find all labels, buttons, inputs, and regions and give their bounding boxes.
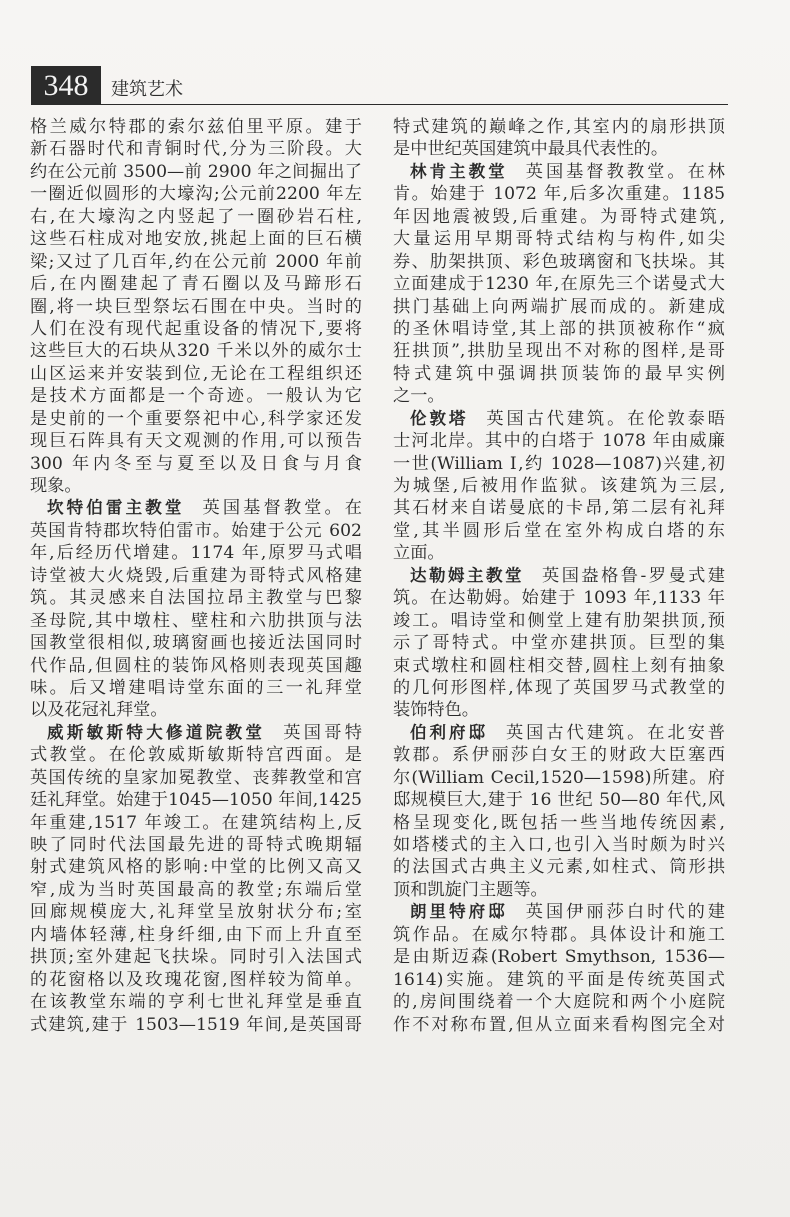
text-line bbox=[393, 206, 725, 228]
entry-heading-line bbox=[393, 565, 725, 587]
text-line bbox=[393, 1014, 725, 1036]
line-text: 士河北岸。其中的白塔于 1078 年由威廉 bbox=[393, 431, 725, 452]
text-line bbox=[30, 340, 362, 362]
line-text: 1614)实施。建筑的平面是传统英国式 bbox=[393, 969, 725, 990]
line-text: 顶和凯旋门主题等。 bbox=[393, 879, 548, 900]
line-text: 在该教堂东端的亨利七世礼拜堂是垂直 bbox=[30, 992, 362, 1013]
line-text: 以及花冠礼拜堂。 bbox=[30, 700, 168, 721]
line-text: 现象。 bbox=[30, 476, 82, 496]
text-line bbox=[393, 879, 725, 901]
text-line bbox=[393, 475, 725, 497]
running-title: 建筑艺术 bbox=[111, 79, 183, 100]
text-line bbox=[393, 587, 725, 609]
line-text: 代作品,但圆柱的装饰风格则表现英国趣 bbox=[30, 655, 362, 676]
text-line bbox=[30, 834, 362, 856]
page-header bbox=[31, 66, 728, 105]
text-line bbox=[30, 138, 362, 160]
text-line bbox=[30, 812, 362, 834]
text-line bbox=[30, 946, 362, 968]
text-line bbox=[30, 385, 362, 407]
line-text: 立面建成于1230 年,在原先三个诺曼式大 bbox=[393, 274, 725, 295]
line-text: 一世(William Ⅰ,约 1028—1087)兴建,初 bbox=[393, 453, 725, 474]
entry-heading-line bbox=[393, 901, 725, 923]
line-text: 拱门基础上向两端扩展而成的。新建成 bbox=[393, 296, 725, 317]
entry-heading-line bbox=[30, 497, 362, 519]
line-text: 式教堂。在伦敦威斯敏斯特宫西面。是 bbox=[30, 745, 362, 766]
line-text: 廷礼拜堂。始建于1045—1050 年间,1425 bbox=[30, 790, 362, 811]
text-line bbox=[393, 116, 725, 138]
line-text: 是中世纪英国建筑中最具代表性的。 bbox=[393, 139, 669, 160]
text-line bbox=[393, 520, 725, 542]
line-text: 英国哥特 bbox=[283, 722, 362, 743]
text-line bbox=[393, 767, 725, 789]
text-line bbox=[393, 834, 725, 856]
line-text: 这些石柱成对地安放,挑起上面的巨石横 bbox=[30, 229, 362, 250]
entry-term: 伦敦塔 bbox=[410, 408, 469, 428]
line-text: 英国基督教教堂。在林 bbox=[525, 161, 725, 182]
line-text: 一圈近似圆形的大壕沟;公元前2200 年左 bbox=[30, 184, 362, 205]
line-text: 筑。在达勒姆。始建于 1093 年,1133 年 bbox=[393, 588, 725, 609]
page-number: 348 bbox=[31, 66, 101, 104]
text-line bbox=[393, 340, 725, 362]
line-text: 英国肯特郡坎特伯雷市。始建于公元 602 bbox=[30, 520, 362, 541]
text-line bbox=[393, 138, 725, 160]
line-text: 的,房间围绕着一个大庭院和两个小庭院 bbox=[393, 992, 725, 1013]
line-text: 山区运来并安装到位,无论在工程组织还 bbox=[30, 363, 362, 384]
text-line bbox=[393, 677, 725, 699]
text-line bbox=[393, 744, 725, 766]
text-line bbox=[30, 520, 362, 542]
text-line bbox=[393, 273, 725, 295]
line-text: 格兰威尔特郡的索尔兹伯里平原。建于 bbox=[30, 117, 362, 137]
line-text: 年因地震被毁,后重建。为哥特式建筑, bbox=[393, 206, 725, 227]
text-line bbox=[30, 699, 362, 721]
line-text: 作不对称布置,但从立面来看构图完全对 bbox=[393, 1014, 725, 1035]
text-line bbox=[393, 610, 725, 632]
text-line bbox=[30, 251, 362, 273]
text-line bbox=[393, 946, 725, 968]
text-line bbox=[393, 699, 725, 721]
line-text: 的花窗格以及玫瑰花窗,图样较为简单。 bbox=[30, 969, 362, 990]
text-line bbox=[30, 677, 362, 699]
line-text: 装饰特色。 bbox=[393, 700, 479, 721]
text-line bbox=[393, 228, 725, 250]
text-line bbox=[30, 655, 362, 677]
line-text: 敦郡。系伊丽莎白女王的财政大臣塞西 bbox=[393, 745, 725, 766]
text-line bbox=[30, 183, 362, 205]
line-text: 筑。其灵感来自法国拉昂主教堂与巴黎 bbox=[30, 588, 362, 609]
line-text: 年重建,1517 年竣工。在建筑结构上,反 bbox=[30, 812, 362, 833]
text-line bbox=[30, 453, 362, 475]
line-text: 后,在内圈建起了青石圈以及马蹄形石 bbox=[30, 274, 362, 295]
text-line bbox=[393, 856, 725, 878]
text-line bbox=[393, 969, 725, 991]
line-text: 新石器时代和青铜时代,分为三阶段。大 bbox=[30, 139, 362, 160]
text-line bbox=[30, 363, 362, 385]
line-text: 英国传统的皇家加冕教堂、丧葬教堂和宫 bbox=[30, 767, 362, 788]
line-text: 英国古代建筑。在北安普 bbox=[505, 722, 725, 743]
line-text: 束式墩柱和圆柱相交替,圆柱上刻有抽象 bbox=[393, 655, 725, 676]
text-line bbox=[393, 497, 725, 519]
text-line bbox=[393, 655, 725, 677]
text-line bbox=[393, 812, 725, 834]
line-text: 现巨石阵具有天文观测的作用,可以预告 bbox=[30, 431, 362, 452]
text-line bbox=[30, 206, 362, 228]
text-line bbox=[30, 430, 362, 452]
entry-heading-line bbox=[393, 161, 725, 183]
entry-heading-line bbox=[30, 722, 362, 744]
line-text: 300 年内冬至与夏至以及日食与月食 bbox=[30, 453, 362, 474]
text-line bbox=[393, 296, 725, 318]
entry-term: 朗里特府邸 bbox=[410, 902, 508, 922]
line-text: 特式建筑的巅峰之作,其室内的扇形拱顶 bbox=[393, 117, 725, 137]
line-text: 英国伊丽莎白时代的建 bbox=[525, 902, 725, 923]
entry-term: 达勒姆主教堂 bbox=[410, 565, 524, 585]
text-line bbox=[393, 789, 725, 811]
line-text: 竣工。唱诗堂和侧堂上建有肋架拱顶,预 bbox=[393, 610, 725, 631]
line-text: 窄,成为当时英国最高的教堂;东端后堂 bbox=[30, 879, 362, 900]
text-line bbox=[30, 856, 362, 878]
line-text: 是技术方面都是一个奇迹。一般认为它 bbox=[30, 386, 362, 407]
line-text: 堂,其半圆形后堂在室外构成白塔的东 bbox=[393, 520, 725, 541]
line-text: 英国盎格鲁-罗曼式建 bbox=[542, 565, 725, 586]
text-line bbox=[30, 408, 362, 430]
line-text: 这些巨大的石块从320 千米以外的威尔士 bbox=[30, 341, 362, 362]
text-line bbox=[393, 430, 725, 452]
text-line bbox=[30, 565, 362, 587]
entry-term: 坎特伯雷主教堂 bbox=[47, 498, 185, 518]
line-text: 诗堂被大火烧毁,后重建为哥特式风格建 bbox=[30, 565, 362, 586]
line-text: 圣母院,其中墩柱、壁柱和六肋拱顶与法 bbox=[30, 610, 362, 631]
line-text: 回廊规模庞大,礼拜堂呈放射状分布;室 bbox=[30, 902, 362, 923]
right-column bbox=[393, 116, 725, 1036]
line-text: 肯。始建于 1072 年,后多次重建。1185 bbox=[393, 184, 725, 205]
line-text: 梁;又过了几百年,约在公元前 2000 年前 bbox=[30, 251, 362, 272]
line-text: 格呈现变化,既包括一些当地传统因素, bbox=[393, 812, 725, 833]
line-text: 圈,将一块巨型祭坛石围在中央。当时的 bbox=[30, 296, 362, 317]
text-line bbox=[30, 161, 362, 183]
text-line bbox=[393, 251, 725, 273]
line-text: 约在公元前 3500—前 2900 年之间掘出了 bbox=[30, 161, 362, 182]
line-text: 尔(William Cecil,1520—1598)所建。府 bbox=[393, 767, 725, 788]
line-text: 英国基督教堂。在 bbox=[202, 498, 362, 519]
text-line bbox=[393, 363, 725, 385]
line-text: 是史前的一个重要祭祀中心,科学家还发 bbox=[30, 408, 362, 429]
line-text: 味。后又增建唱诗堂东面的三一礼拜堂 bbox=[30, 677, 362, 698]
text-line bbox=[393, 924, 725, 946]
entry-heading-line bbox=[393, 722, 725, 744]
line-text: 射式建筑风格的影响:中堂的比例又高又 bbox=[30, 857, 362, 878]
text-line bbox=[30, 767, 362, 789]
text-line bbox=[30, 296, 362, 318]
text-line bbox=[30, 542, 362, 564]
text-line bbox=[30, 924, 362, 946]
line-text: 的圣休唱诗堂,其上部的拱顶被称作“疯 bbox=[393, 318, 725, 339]
line-text: 式建筑,建于 1503—1519 年间,是英国哥 bbox=[30, 1014, 362, 1035]
line-text: 拱顶;室外建起飞扶垛。同时引入法国式 bbox=[30, 947, 362, 968]
entry-heading-line bbox=[393, 408, 725, 430]
entry-term: 林肯主教堂 bbox=[410, 161, 508, 181]
text-line bbox=[393, 183, 725, 205]
line-text: 狂拱顶”,拱肋呈现出不对称的图样,是哥 bbox=[393, 341, 725, 362]
text-line bbox=[30, 789, 362, 811]
left-column bbox=[30, 116, 362, 1036]
text-line bbox=[30, 991, 362, 1013]
line-text: 为城堡,后被用作监狱。该建筑为三层, bbox=[393, 476, 725, 496]
line-text: 券、肋架拱顶、彩色玻璃窗和飞扶垛。其 bbox=[393, 251, 725, 272]
text-line bbox=[30, 273, 362, 295]
line-text: 特式建筑中强调拱顶装饰的最早实例 bbox=[393, 363, 725, 384]
text-line bbox=[393, 542, 725, 564]
line-text: 国教堂很相似,玻璃窗画也接近法国同时 bbox=[30, 633, 362, 654]
text-line bbox=[30, 744, 362, 766]
line-text: 内墙体轻薄,柱身纤细,由下而上升直至 bbox=[30, 924, 362, 945]
text-line bbox=[30, 879, 362, 901]
line-text: 之一。 bbox=[393, 386, 445, 407]
line-text: 其石材来自诺曼底的卡昂,第二层有礼拜 bbox=[393, 498, 725, 519]
line-text: 筑作品。在威尔特郡。具体设计和施工 bbox=[393, 924, 725, 945]
text-line bbox=[30, 610, 362, 632]
line-text: 是由斯迈森(Robert Smythson, 1536— bbox=[393, 947, 725, 968]
text-line bbox=[30, 475, 362, 497]
line-text: 立面。 bbox=[393, 543, 445, 564]
entry-term: 伯利府邸 bbox=[410, 722, 488, 742]
line-text: 如塔楼式的主入口,也引入当时颇为时兴 bbox=[393, 835, 725, 855]
text-line bbox=[393, 991, 725, 1013]
text-line bbox=[30, 587, 362, 609]
line-text: 示了哥特式。中堂亦建拱顶。巨型的集 bbox=[393, 633, 725, 654]
text-line bbox=[30, 228, 362, 250]
line-text: 邸规模巨大,建于 16 世纪 50—80 年代,风 bbox=[393, 790, 725, 811]
line-text: 的法国式古典主义元素,如柱式、筒形拱 bbox=[393, 857, 725, 878]
text-line bbox=[30, 116, 362, 138]
text-line bbox=[393, 318, 725, 340]
line-text: 大量运用早期哥特式结构与构件,如尖 bbox=[393, 229, 725, 250]
text-line bbox=[30, 318, 362, 340]
text-line bbox=[393, 385, 725, 407]
line-text: 映了同时代法国最先进的哥特式晚期辐 bbox=[30, 835, 362, 855]
text-line bbox=[30, 1014, 362, 1036]
line-text: 年,后经历代增建。1174 年,原罗马式唱 bbox=[30, 543, 362, 564]
text-line bbox=[30, 632, 362, 654]
line-text: 右,在大壕沟之内竖起了一圈砂岩石柱, bbox=[30, 206, 362, 227]
line-text: 人们在没有现代起重设备的情况下,要将 bbox=[30, 318, 362, 339]
line-text: 英国古代建筑。在伦敦泰晤 bbox=[486, 408, 725, 429]
entry-term: 威斯敏斯特大修道院教堂 bbox=[47, 722, 266, 742]
line-text: 的几何形图样,体现了英国罗马式教堂的 bbox=[393, 677, 725, 698]
text-line bbox=[393, 453, 725, 475]
text-line bbox=[30, 901, 362, 923]
text-line bbox=[393, 632, 725, 654]
text-line bbox=[30, 969, 362, 991]
